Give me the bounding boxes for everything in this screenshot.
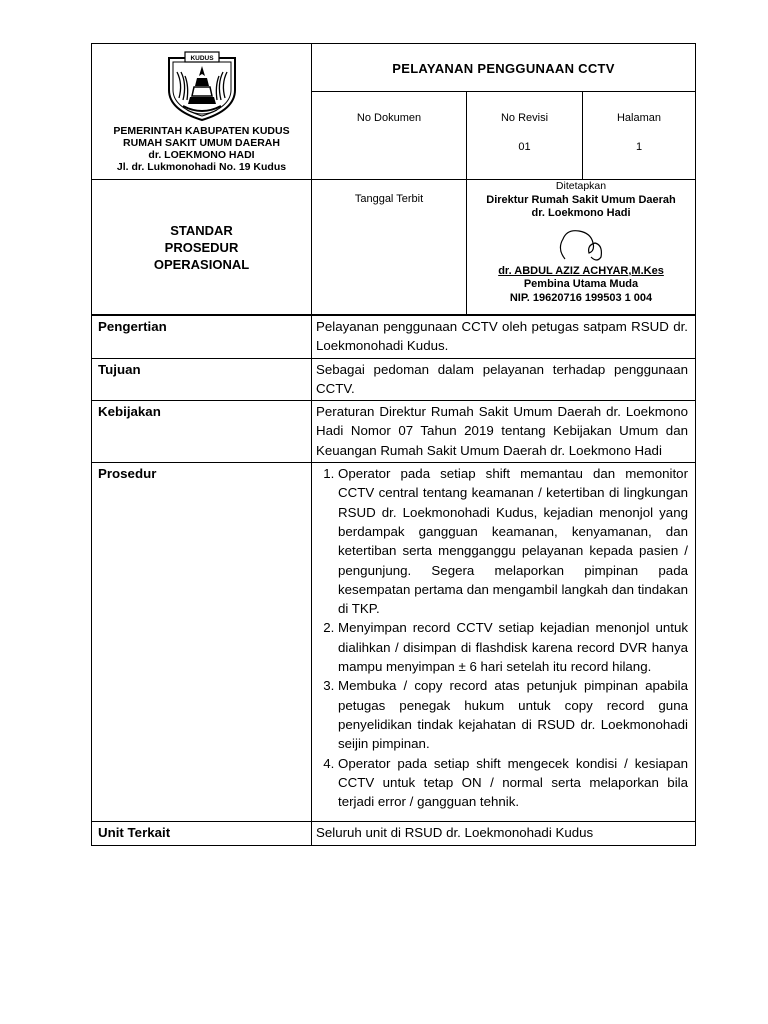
- no-dokumen-label: No Dokumen: [356, 112, 422, 124]
- tujuan-text: Sebagai pedoman dalam pelayanan terhadap penggunaan CCTV.: [312, 358, 696, 401]
- logo-lettering: KUDUS: [189, 55, 214, 62]
- kebijakan-text: Peraturan Direktur Rumah Sakit Umum Daerah dr. Loekmono Hadi Nomor 07 Tahun 2019 tentang Kebijakan Umum dan Keuangan Rumah Sakit Umum Daerah dr. Loekmono Hadi: [312, 401, 696, 463]
- kebijakan-row: [92, 401, 696, 463]
- halaman-value: 1: [635, 141, 643, 153]
- approver-title-line1: Direktur Rumah Sakit Umum Daerah: [486, 193, 676, 206]
- institution-address: [92, 125, 311, 173]
- sop-line: PROSEDUR: [164, 239, 239, 255]
- approver-title-line2: dr. Loekmono Hadi: [531, 207, 631, 219]
- org-line: PEMERINTAH KABUPATEN KUDUS: [113, 125, 290, 137]
- prosedur-row: [92, 463, 696, 822]
- pengertian-row: [92, 316, 696, 359]
- signer-nip: NIP. 19620716 199503 1 004: [509, 291, 653, 304]
- no-revisi-value: 01: [518, 141, 531, 153]
- pengertian-label: Pengertian: [92, 316, 312, 359]
- unit-terkait-label: Unit Terkait: [92, 822, 312, 845]
- prosedur-step: 1. Operator pada setiap shift memantau dan memonitor CCTV central tentang keamanan / ketertiban di lingkungan RSUD dr. Loekmonohadi Kudus, kejadian menonjol yang berdampak gangguan keamanan, kenyamanan, dan ketertiban serta mengganggu pelayanan kepada pasien / pengunjung. Segera melaporkan pimpinan pada kesempatan pertama dan mengambil langkah dan tindakan di TKP.: [338, 464, 688, 618]
- prosedur-step: 4. Operator pada setiap shift mengecek kondisi / kesiapan CCTV untuk tetap ON / normal serta melaporkan bila terjadi error / gangguan tehnik.: [338, 754, 688, 812]
- approval-cell: [467, 180, 696, 315]
- prosedur-steps-list: [316, 464, 688, 819]
- sop-line: STANDAR: [170, 222, 233, 238]
- pengertian-text: Pelayanan penggunaan CCTV oleh petugas satpam RSUD dr. Loekmonohadi Kudus.: [312, 316, 696, 359]
- tujuan-label: Tujuan: [92, 358, 312, 401]
- halaman-cell: [583, 92, 696, 180]
- no-dokumen-cell: [312, 92, 467, 180]
- ditetapkan-label: Ditetapkan: [555, 180, 607, 192]
- no-revisi-cell: [467, 92, 583, 180]
- signer-rank: Pembina Utama Muda: [523, 278, 639, 290]
- org-line: RUMAH SAKIT UMUM DAERAH: [123, 137, 280, 149]
- kebijakan-label: Kebijakan: [92, 401, 312, 463]
- sop-title-cell: [92, 180, 312, 315]
- halaman-label: Halaman: [616, 112, 662, 124]
- prosedur-steps-cell: [312, 463, 696, 822]
- tujuan-row: [92, 358, 696, 401]
- sop-content-table: [91, 315, 696, 846]
- unit-terkait-row: [92, 822, 696, 845]
- kudus-regency-emblem-icon: [161, 50, 243, 122]
- prosedur-label: Prosedur: [92, 463, 312, 822]
- signer-name: dr. ABDUL AZIZ ACHYAR,M.Kes: [498, 264, 664, 277]
- no-revisi-label: No Revisi: [500, 112, 549, 124]
- document-title: PELAYANAN PENGGUNAAN CCTV: [312, 44, 696, 92]
- org-line: Jl. dr. Lukmonohadi No. 19 Kudus: [116, 161, 287, 173]
- header-table: [91, 43, 696, 315]
- institution-cell: [92, 44, 312, 180]
- tanggal-terbit-cell: [312, 180, 467, 315]
- prosedur-step: 2. Menyimpan record CCTV setiap kejadian menonjol untuk dialihkan / disimpan di flashdisk karena record DVR hanya mampu menyimpan ± 6 hari setelah itu record hilang.: [338, 618, 688, 676]
- unit-terkait-text: Seluruh unit di RSUD dr. Loekmonohadi Kudus: [312, 822, 696, 845]
- tanggal-terbit-label: Tanggal Terbit: [354, 193, 424, 205]
- org-line: dr. LOEKMONO HADI: [148, 149, 255, 161]
- handwritten-signature: [551, 223, 611, 263]
- prosedur-step: 3. Membuka / copy record atas petunjuk pimpinan apabila petugas penegak hukum untuk copy record guna penyelidikan tindak kejahatan di RSUD dr. Loekmonohadi seijin pimpinan.: [338, 676, 688, 753]
- sop-line: OPERASIONAL: [153, 256, 250, 272]
